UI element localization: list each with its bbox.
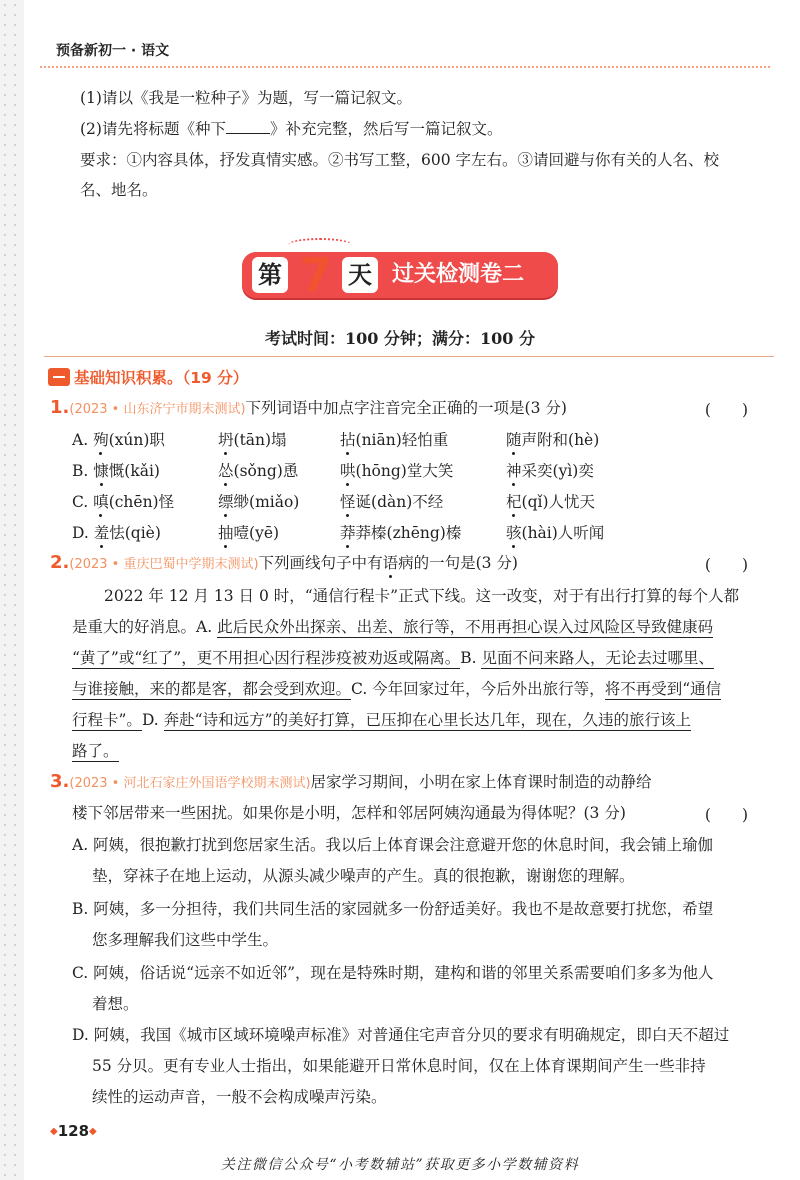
question-1-answer-blank[interactable]: ( ) xyxy=(704,401,748,419)
q3-option-c-line-1: C. 阿姨，俗话说“远亲不如近邻”，现在是特殊时期，建构和谐的邻里关系需要咱们多多为他人 xyxy=(72,964,714,982)
q1-dotted-char: 怪 xyxy=(340,490,356,512)
q1-dotted-char: 坍 xyxy=(218,428,234,450)
q3-option-d-line-1: D. 阿姨，我国《城市区域环境噪声标准》对普通住宅声音分贝的要求有明确规定，即白天不超过 xyxy=(72,1026,730,1044)
essay-prompt-2-end: 》补充完整，然后写一篇记叙文。 xyxy=(269,120,503,138)
section-minus-icon xyxy=(48,368,70,386)
q1-dotted-char: 随 xyxy=(506,428,522,450)
question-2-stem xyxy=(50,551,518,573)
q1-option-a-2: 坍(tān)塌 xyxy=(218,428,287,450)
q1-option-c-4: 杞(qǐ)人忧天 xyxy=(506,490,595,512)
q1-option-d-4: 骇(hài)人听闻 xyxy=(506,521,604,543)
q2-passage-line-6 xyxy=(72,739,119,761)
q2-sentence-b-cont: 与谁接触，来的都是客，都会受到欢迎。 xyxy=(72,680,352,698)
q2-passage-line-5-b: D. xyxy=(141,711,164,729)
q1-dotted-char: 怂 xyxy=(218,459,234,481)
essay-prompt-1: (1)请以《我是一粒种子》为题，写一篇记叙文。 xyxy=(80,89,412,107)
q2-sentence-c: 将不再受到“通信 xyxy=(604,680,722,698)
q2-sentence-b: 见面不问来路人，无论去过哪里、 xyxy=(481,649,714,667)
q1-option-b-4: 神采奕(yì)奕 xyxy=(506,459,594,481)
q1-dotted-char: 嗔 xyxy=(93,490,109,512)
section-heading xyxy=(48,366,248,388)
essay-prompt-2 xyxy=(80,117,502,141)
q1-dotted-char: 羞 xyxy=(94,521,110,543)
q3-option-d-line-3: 续性的运动声音，一般不会构成噪声污染。 xyxy=(92,1088,387,1106)
question-2-number: 2. xyxy=(50,552,70,573)
question-2-emphasis: 有语病 xyxy=(367,551,414,573)
q2-sentence-d: 奔赴“诗和远方”的美好打算，已压抑在心里长达几年，现在，久违的旅行该上 xyxy=(163,711,692,729)
question-1-number: 1. xyxy=(50,397,70,418)
q2-passage-line-2-a: 是重大的好消息。A. xyxy=(72,618,218,636)
q2-sentence-a: 此后民众外出探亲、出差、旅行等，不用再担心误入过风险区导致健康码 xyxy=(217,618,714,636)
q1-option-b-3: 哄(hōng)堂大笑 xyxy=(340,459,453,481)
question-3-stem-1 xyxy=(50,770,652,792)
page-number xyxy=(50,1122,97,1140)
page-header xyxy=(40,30,770,68)
question-2-source: (2023 • 重庆巴蜀中学期末测试) xyxy=(69,557,259,572)
q2-passage-line-2 xyxy=(72,615,713,637)
q1-dotted-char: 慷 xyxy=(93,459,109,481)
question-2-answer-blank[interactable]: ( ) xyxy=(704,556,748,574)
page-number-text: 128 xyxy=(57,1122,90,1140)
question-3-answer-blank[interactable]: ( ) xyxy=(704,806,748,824)
q3-option-a-line-1: A. 阿姨，很抱歉打扰到您居家生活。我以后上体育课会注意避开您的休息时间，我会铺上瑜伽 xyxy=(72,836,714,854)
question-1-stem xyxy=(50,396,567,418)
q2-sentence-a-cont: “黄了”或“红了”，更不用担心因行程涉疫被劝返或隔离。 xyxy=(72,649,461,667)
question-2-text-c: 的一句是(3 分) xyxy=(413,554,518,572)
q1-option-b-2: 怂(sǒng)恿 xyxy=(218,459,298,481)
section-divider xyxy=(44,356,774,357)
q1-option-a-1: A. 殉(xún)职 xyxy=(72,428,165,450)
day-prefix: 第 xyxy=(252,257,288,293)
q1-option-d-2: 抽噎(yē) xyxy=(218,521,279,543)
q2-passage-line-4 xyxy=(72,677,721,699)
q1-option-d-3: 莽莽榛(zhēng)榛 xyxy=(340,521,461,543)
q2-passage-line-5 xyxy=(72,708,691,730)
q2-sentence-c-cont: 行程卡”。 xyxy=(72,711,142,729)
q3-option-b-line-1: B. 阿姨，多一分担待，我们共同生活的家园就多一份舒适美好。我也不是故意要打扰您，希望 xyxy=(72,900,714,918)
q1-dotted-char: 骇 xyxy=(506,521,522,543)
q2-passage-line-4-b: C. 今年回家过年，今后外出旅行等， xyxy=(351,680,605,698)
day-number: 7 xyxy=(299,248,332,302)
question-1-text: 下列词语中加点字注音完全正确的一项是(3 分) xyxy=(245,399,567,417)
day-suffix: 天 xyxy=(342,257,378,293)
q3-option-c-line-2: 着想。 xyxy=(92,995,139,1013)
title-blank xyxy=(226,119,270,134)
q1-option-d-1: D. 羞怯(qiè) xyxy=(72,521,161,543)
q3-option-d-line-2: 55 分贝。更有专业人士指出，如果能避开日常休息时间，仅在上体育课期间产生一些非持 xyxy=(92,1057,706,1075)
question-3-stem-2: 楼下邻居带来一些困扰。如果你是小明，怎样和邻居阿姨沟通最为得体呢？(3 分) xyxy=(72,804,626,822)
q1-option-c-2: 缥缈(miǎo) xyxy=(218,490,299,512)
essay-requirement-1: 要求：①内容具体，抒发真情实感。②书写工整，600 字左右。③请回避与你有关的人名、校 xyxy=(80,151,720,169)
q3-option-a-line-2: 垫，穿袜子在地上运动，从源头减少噪声的产生。真的很抱歉，谢谢您的理解。 xyxy=(92,867,635,885)
exam-info: 考试时间：100 分钟；满分：100 分 xyxy=(265,329,535,348)
q1-option-c-1: C. 嗔(chēn)怪 xyxy=(72,490,174,512)
q1-option-c-3: 怪诞(dàn)不经 xyxy=(340,490,443,512)
q1-dotted-char: 杞 xyxy=(506,490,522,512)
q1-dotted-char: 哄 xyxy=(340,459,356,481)
q1-option-a-4: 随声附和(hè) xyxy=(506,428,599,450)
q2-sentence-d-cont: 路了。 xyxy=(72,742,119,760)
day-title-banner xyxy=(242,246,558,304)
q3-option-b-line-2: 您多理解我们这些中学生。 xyxy=(92,931,279,949)
q2-passage-line-3-b: B. xyxy=(460,649,482,667)
q2-passage-line-1: 2022 年 12 月 13 日 0 时，“通信行程卡”正式下线。这一改变，对于有出行打算的每个人都 xyxy=(104,587,740,605)
side-dot-strip xyxy=(0,0,24,1180)
question-3-number: 3. xyxy=(50,771,70,792)
q1-dotted-char: 神 xyxy=(506,459,522,481)
essay-requirement-2: 名、地名。 xyxy=(80,181,158,199)
day-label: 过关检测卷二 xyxy=(392,262,525,287)
question-2-text-a: 下列画线句子中 xyxy=(258,554,368,572)
q1-dotted-char: 抽 xyxy=(218,521,234,543)
question-3-text-1: 居家学习期间，小明在家上体育课时制造的动静给 xyxy=(310,773,652,791)
q1-option-b-1: B. 慷慨(kǎi) xyxy=(72,459,160,481)
q1-dotted-char: 殉 xyxy=(93,428,109,450)
q1-dotted-char: 莽 xyxy=(340,521,356,543)
q1-option-a-3: 拈(niān)轻怕重 xyxy=(340,428,448,450)
section-title: 基础知识积累。（19 分） xyxy=(74,369,249,387)
diamond-icon-left: ◆ xyxy=(50,1126,58,1137)
diamond-icon-right: ◆ xyxy=(89,1126,97,1137)
question-1-source: (2023 • 山东济宁市期末测试) xyxy=(69,402,246,417)
footer-note: 关注微信公众号“小考数辅站”获取更多小学数辅资料 xyxy=(220,1157,580,1173)
essay-prompt-2-start: (2)请先将标题《种下 xyxy=(80,120,226,138)
question-3-source: (2023 • 河北石家庄外国语学校期末测试) xyxy=(69,776,311,791)
header-title: 预备新初一 · 语文 xyxy=(56,43,170,59)
q1-dotted-char: 拈 xyxy=(340,428,356,450)
q1-dotted-char: 缥 xyxy=(218,490,234,512)
q2-passage-line-3 xyxy=(72,646,714,668)
